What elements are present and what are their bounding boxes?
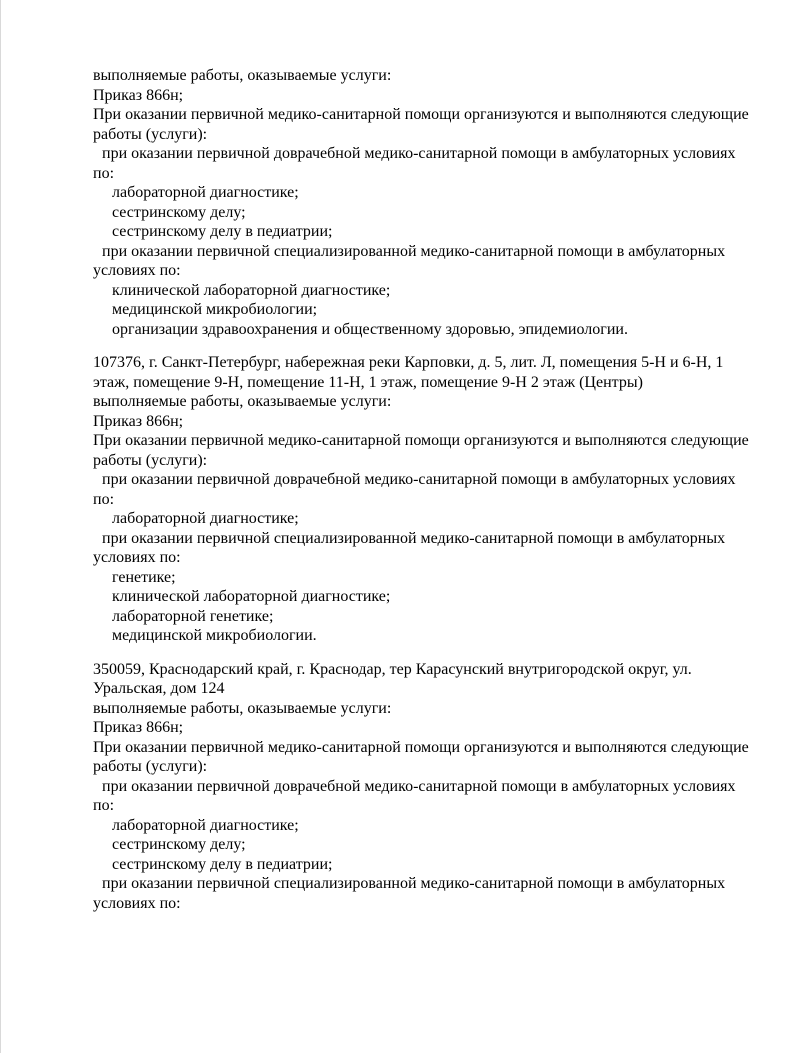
text-line: сестринскому делу;: [112, 203, 246, 221]
services-block-1: [93, 66, 753, 339]
text-line: по:: [93, 164, 115, 182]
text-line: выполняемые работы, оказываемые услуги:: [93, 67, 392, 84]
text-line: работы (услуги):: [93, 758, 208, 775]
text-line: по:: [93, 490, 115, 508]
text-line: 107376, г. Санкт-Петербург, набережная реки Карповки, д. 5, лит. Л, помещения 5-Н и 6-Н, 1: [93, 354, 724, 371]
text-line: организации здравоохранения и общественному здоровью, эпидемиологии.: [112, 320, 628, 338]
text-line: лабораторной диагностике;: [112, 510, 299, 527]
text-line: Приказ 866н;: [93, 719, 184, 736]
text-line: этаж, помещение 9-Н, помещение 11-Н, 1 этаж, помещение 9-Н 2 этаж (Центры): [93, 373, 643, 391]
text-line: лабораторной генетике;: [112, 607, 274, 625]
text-line: при оказании первичной специализированной медико-санитарной помощи в амбулаторных: [102, 529, 726, 547]
text-line: условиях по:: [93, 262, 181, 279]
text-line: при оказании первичной специализированной медико-санитарной помощи в амбулаторных: [102, 875, 726, 892]
text-line: клинической лабораторной диагностике;: [112, 588, 391, 605]
text-line: при оказании первичной специализированной медико-санитарной помощи в амбулаторных: [102, 242, 726, 260]
text-line: работы (услуги):: [93, 451, 208, 469]
text-line: клинической лабораторной диагностике;: [112, 281, 391, 299]
text-line: при оказании первичной доврачебной медико-санитарной помощи в амбулаторных условиях: [102, 777, 736, 795]
text-line: При оказании первичной медико-санитарной помощи организуются и выполняются следующие: [93, 106, 749, 123]
text-line: При оказании первичной медико-санитарной помощи организуются и выполняются следующие: [93, 432, 749, 449]
text-line: медицинской микробиологии.: [112, 627, 317, 644]
text-line: 350059, Краснодарский край, г. Краснодар, тер Карасунский внутригородской округ, ул.: [93, 660, 692, 678]
text-line: Уральская, дом 124: [93, 680, 225, 697]
text-line: по:: [93, 797, 115, 814]
text-line: условиях по:: [93, 894, 181, 912]
text-line: сестринскому делу в педиатрии;: [112, 855, 333, 873]
text-line: Приказ 866н;: [93, 412, 184, 430]
text-line: при оказании первичной доврачебной медико-санитарной помощи в амбулаторных условиях: [102, 145, 736, 162]
text-line: генетике;: [112, 568, 176, 586]
text-line: медицинской микробиологии;: [112, 301, 318, 318]
text-line: При оказании первичной медико-санитарной помощи организуются и выполняются следующие: [93, 738, 749, 756]
text-line: лабораторной диагностике;: [112, 816, 299, 834]
text-line: сестринскому делу в педиатрии;: [112, 223, 333, 240]
text-line: выполняемые работы, оказываемые услуги:: [93, 393, 392, 410]
text-line: Приказ 866н;: [93, 86, 184, 104]
address-block-spb: [93, 353, 753, 646]
text-line: лабораторной диагностике;: [112, 184, 299, 201]
text-line: сестринскому делу;: [112, 836, 246, 853]
text-line: работы (услуги):: [93, 125, 208, 143]
text-line: выполняемые работы, оказываемые услуги:: [93, 699, 392, 717]
text-line: при оказании первичной доврачебной медико-санитарной помощи в амбулаторных условиях: [102, 471, 736, 488]
license-works-and-services-text: [1, 0, 793, 913]
address-block-krasnodar: [93, 660, 753, 914]
text-line: условиях по:: [93, 549, 181, 566]
